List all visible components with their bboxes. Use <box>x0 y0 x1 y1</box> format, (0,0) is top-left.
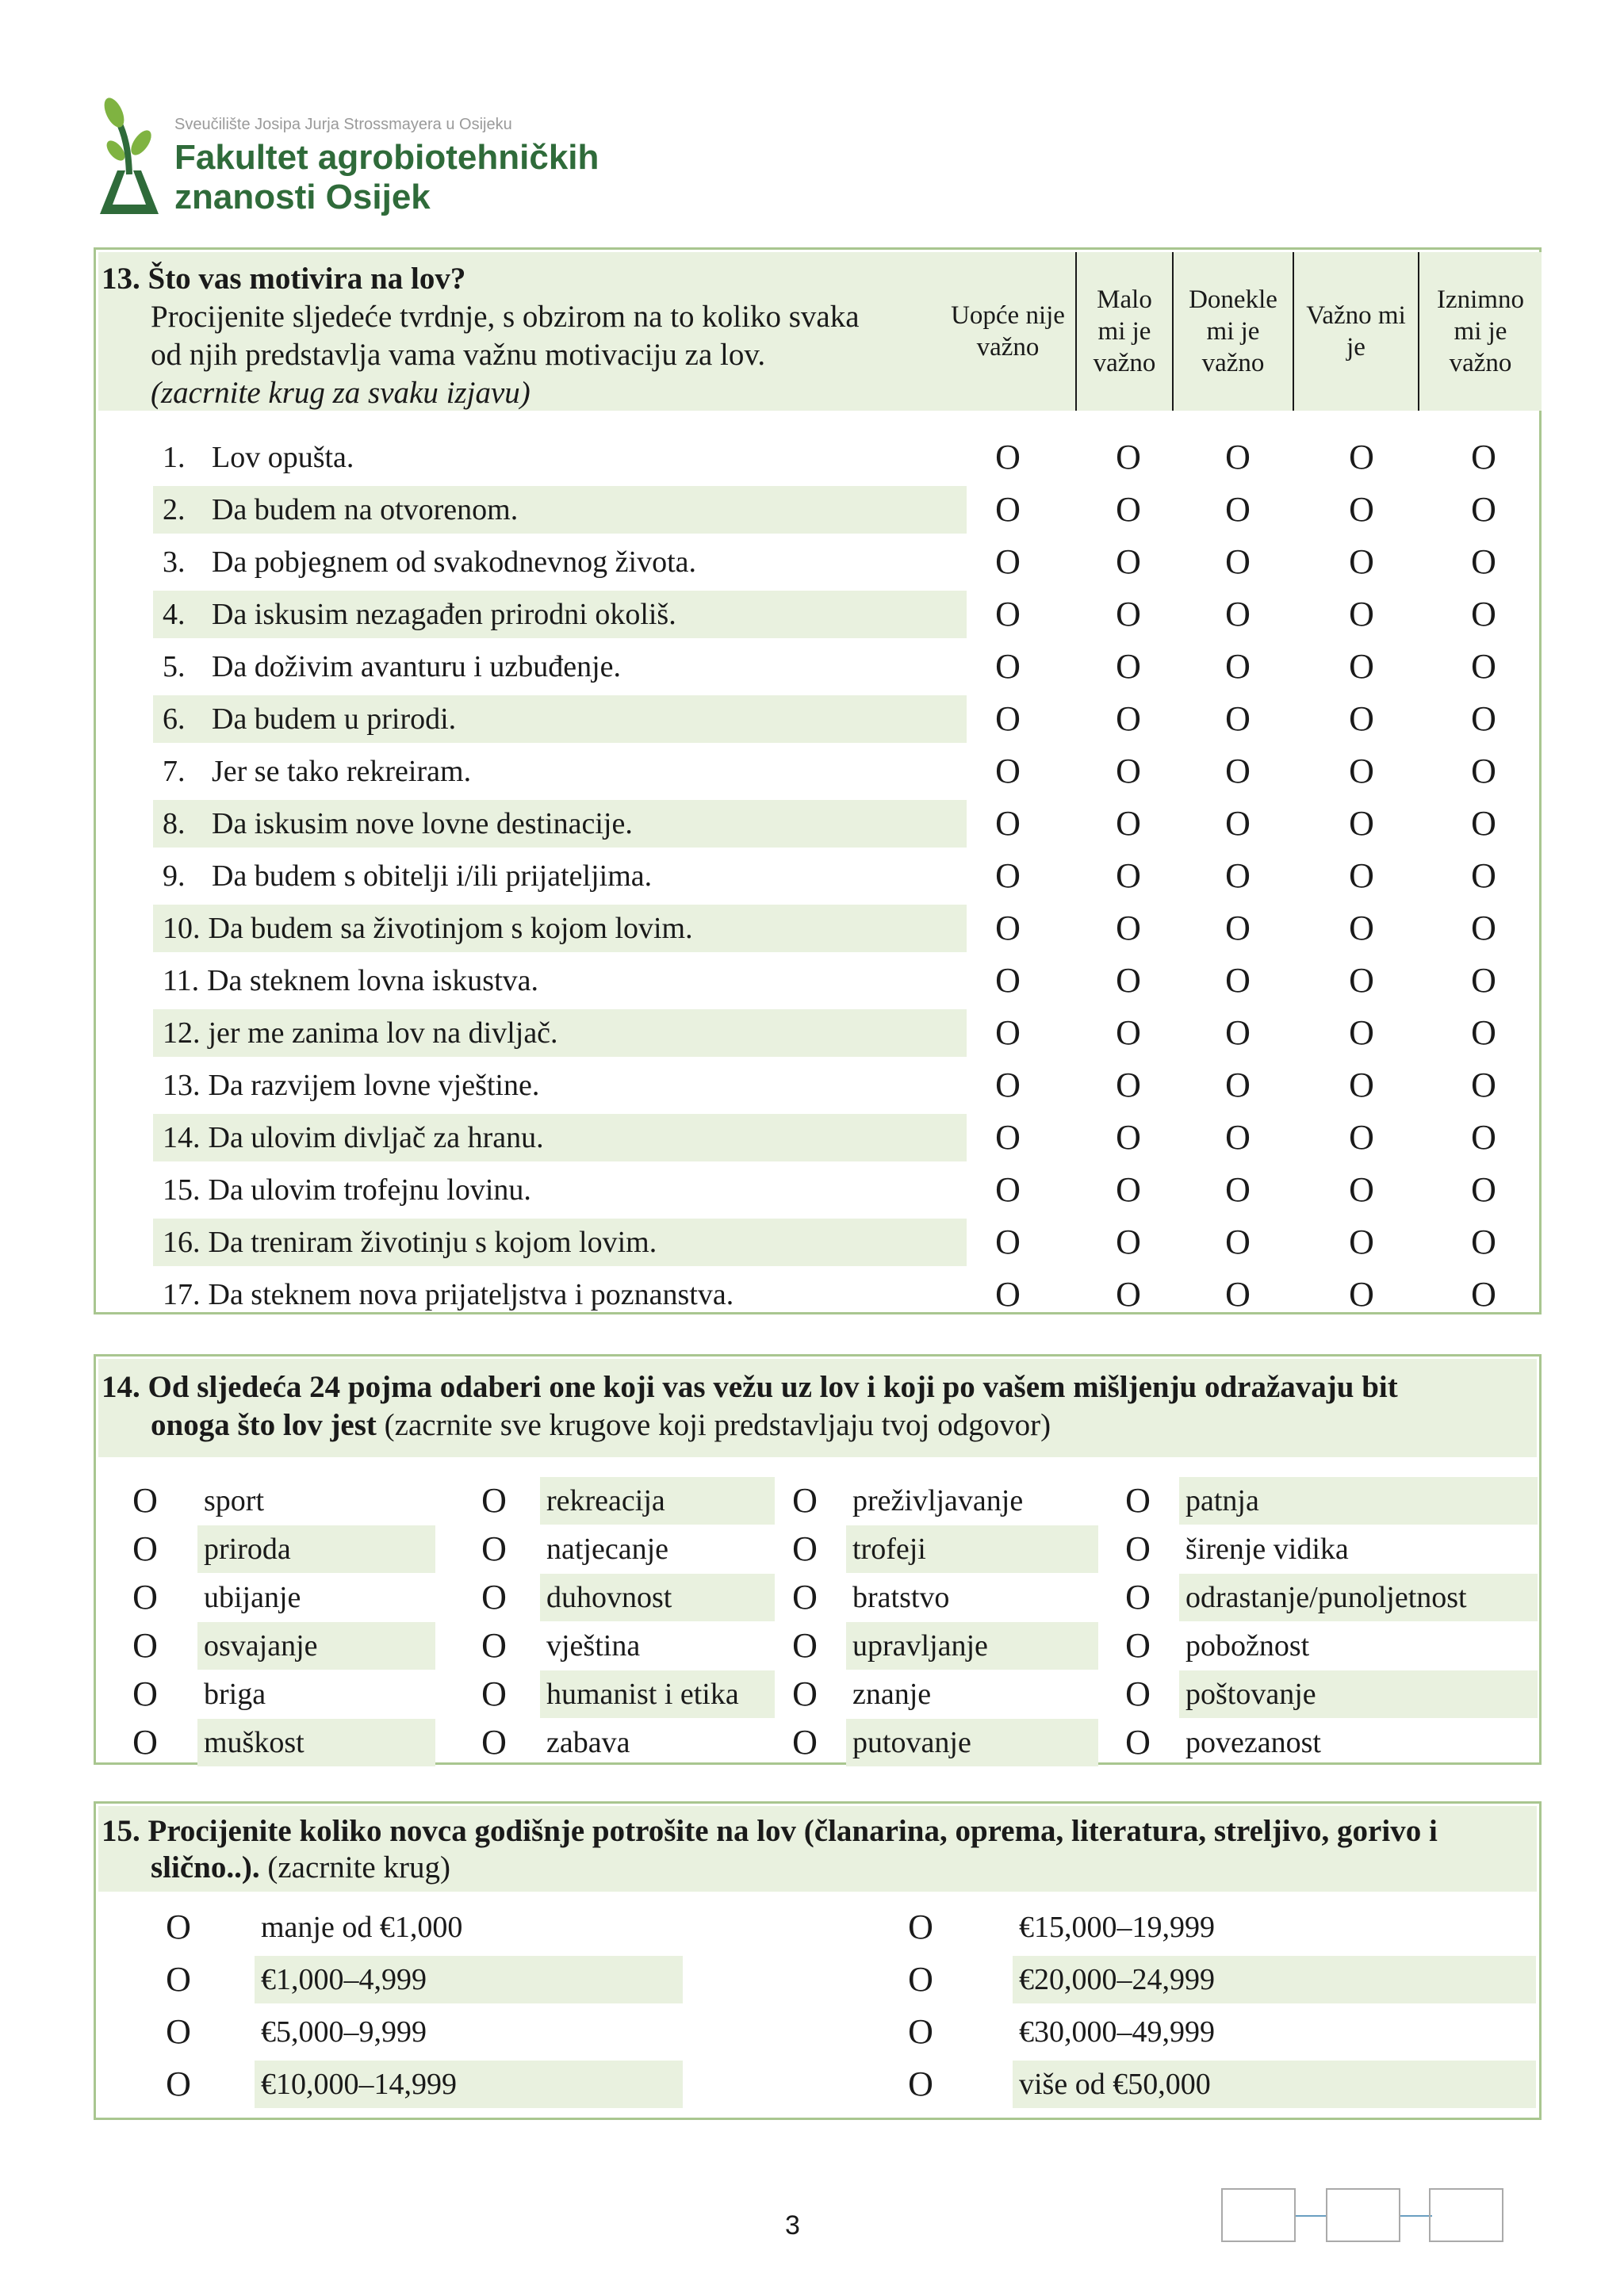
rating-circle[interactable]: O <box>1225 804 1251 843</box>
amount-label: €20,000–24,999 <box>1013 1956 1536 2003</box>
amount-circle[interactable]: O <box>166 2064 191 2103</box>
question-14-title-line2 <box>151 1406 1051 1445</box>
term-circle[interactable]: O <box>481 1481 507 1520</box>
code-box-separator <box>1400 2215 1432 2217</box>
faculty-name-line2: znanosti Osijek <box>174 178 431 216</box>
question-15-title-line1: 15. Procijenite koliko novca godišnje potrošite na lov (članarina, oprema, literatura, streljivo, gorivo i <box>102 1814 1438 1848</box>
term-circle[interactable]: O <box>132 1626 158 1665</box>
term-label: zabava <box>546 1726 630 1759</box>
rating-circle[interactable]: O <box>1471 1118 1496 1157</box>
statement-number: 15. <box>163 1173 201 1207</box>
rating-circle[interactable]: O <box>1349 1223 1374 1261</box>
statement-row <box>153 905 967 952</box>
question-14-title-line1: 14. Od sljedeća 24 pojma odaberi one koji vas vežu uz lov i koji po vašem mišljenju odražavaju bit <box>102 1370 1398 1404</box>
rating-circle[interactable]: O <box>1225 1223 1251 1261</box>
rating-circle[interactable]: O <box>1471 856 1496 895</box>
question-15-title-bold: slično..). <box>151 1850 260 1885</box>
rating-circle[interactable]: O <box>1225 1013 1251 1052</box>
statement-number: 1. <box>163 441 186 474</box>
term-label: širenje vidika <box>1185 1533 1349 1566</box>
rating-circle[interactable]: O <box>1225 438 1251 476</box>
rating-circle[interactable]: O <box>1349 490 1374 529</box>
question-13-header <box>98 252 1002 411</box>
question-15 <box>94 1801 1542 2120</box>
term-label: trofeji <box>846 1525 1098 1573</box>
statement-text: Jer se tako rekreiram. <box>212 755 472 788</box>
statement-text: Da ulovim divljač za hranu. <box>208 1121 544 1154</box>
statement-number: 6. <box>163 702 186 736</box>
statement-row <box>153 1009 967 1057</box>
rating-circle[interactable]: O <box>1471 961 1496 1000</box>
question-15-instruction: (zacrnite krug) <box>259 1850 450 1885</box>
amount-label: više od €50,000 <box>1013 2061 1536 2108</box>
statement-row <box>153 1166 967 1214</box>
rating-circle[interactable]: O <box>1349 1275 1374 1314</box>
column-header-important: Važno mi je <box>1293 252 1418 411</box>
rating-circle[interactable]: O <box>1471 909 1496 947</box>
rating-circle[interactable]: O <box>1225 647 1251 686</box>
statement-number: 3. <box>163 545 186 579</box>
rating-circle[interactable]: O <box>1225 961 1251 1000</box>
term-label: sport <box>204 1484 264 1517</box>
rating-circle[interactable]: O <box>1116 542 1141 581</box>
rating-circle[interactable]: O <box>1471 699 1496 738</box>
statement-number: 10. <box>163 912 201 945</box>
term-label: briga <box>204 1678 266 1711</box>
rating-circle[interactable]: O <box>1349 1170 1374 1209</box>
rating-circle[interactable]: O <box>1349 647 1374 686</box>
question-13-title: 13. Što vas motivira na lov? <box>102 262 466 296</box>
statement-row <box>153 538 967 586</box>
rating-circle[interactable]: O <box>1471 542 1496 581</box>
term-circle[interactable]: O <box>132 1674 158 1713</box>
rating-circle[interactable]: O <box>1349 961 1374 1000</box>
amount-label: €1,000–4,999 <box>255 1956 683 2003</box>
rating-circle[interactable]: O <box>1471 1013 1496 1052</box>
term-label: pobožnost <box>1185 1629 1310 1663</box>
amount-circle[interactable]: O <box>908 2064 933 2103</box>
term-circle[interactable]: O <box>481 1674 507 1713</box>
rating-circle[interactable]: O <box>995 1170 1021 1209</box>
column-header-slightly-important: Malo mi je važno <box>1075 252 1172 411</box>
rating-circle[interactable]: O <box>1471 752 1496 790</box>
rating-circle[interactable]: O <box>1349 752 1374 790</box>
rating-circle[interactable]: O <box>1349 1013 1374 1052</box>
statement-row <box>153 591 967 638</box>
rating-circle[interactable]: O <box>1225 856 1251 895</box>
question-14-title-bold: onoga što lov jest <box>151 1408 377 1442</box>
faculty-logo <box>94 95 601 222</box>
statement-text: Da doživim avanturu i uzbuđenje. <box>212 650 622 683</box>
statement-text: Da iskusim nove lovne destinacije. <box>212 807 633 840</box>
question-13-line1: Procijenite sljedeće tvrdnje, s obzirom na to koliko svaka <box>151 300 860 334</box>
rating-circle[interactable]: O <box>995 542 1021 581</box>
rating-circle[interactable]: O <box>1471 1223 1496 1261</box>
rating-circle[interactable]: O <box>1116 647 1141 686</box>
statement-number: 9. <box>163 859 186 893</box>
question-13-line2: od njih predstavlja vama važnu motivaciju za lov. <box>151 338 766 372</box>
statement-number: 16. <box>163 1226 201 1259</box>
code-box-2[interactable] <box>1326 2188 1400 2242</box>
term-label: muškost <box>197 1719 435 1766</box>
rating-circle[interactable]: O <box>995 804 1021 843</box>
statement-text: Da budem sa životinjom s kojom lovim. <box>208 912 693 945</box>
rating-circle[interactable]: O <box>1116 909 1141 947</box>
faculty-name <box>174 138 599 217</box>
rating-circle[interactable]: O <box>1116 1118 1141 1157</box>
term-circle[interactable]: O <box>132 1529 158 1568</box>
statement-number: 8. <box>163 807 186 840</box>
rating-circle[interactable]: O <box>1349 699 1374 738</box>
statement-row <box>153 643 967 691</box>
rating-circle[interactable]: O <box>1225 595 1251 633</box>
term-label: bratstvo <box>852 1581 950 1614</box>
code-box-separator <box>1296 2215 1327 2217</box>
rating-circle[interactable]: O <box>995 490 1021 529</box>
rating-circle[interactable]: O <box>995 438 1021 476</box>
statement-number: 11. <box>163 964 200 997</box>
term-label: odrastanje/punoljetnost <box>1179 1574 1538 1621</box>
term-circle[interactable]: O <box>1125 1481 1151 1520</box>
amount-label: manje od €1,000 <box>261 1911 463 1944</box>
term-circle[interactable]: O <box>792 1529 818 1568</box>
rating-circle[interactable]: O <box>995 752 1021 790</box>
amount-circle[interactable]: O <box>166 1908 191 1946</box>
term-circle[interactable]: O <box>1125 1578 1151 1617</box>
rating-circle[interactable]: O <box>1116 961 1141 1000</box>
statement-row <box>153 957 967 1004</box>
question-13 <box>94 247 1542 1314</box>
term-label: humanist i etika <box>540 1670 775 1718</box>
term-circle[interactable]: O <box>792 1626 818 1665</box>
statement-number: 13. <box>163 1069 201 1102</box>
term-circle[interactable]: O <box>792 1723 818 1762</box>
rating-circle[interactable]: O <box>1225 752 1251 790</box>
term-label: natjecanje <box>546 1533 669 1566</box>
statement-row <box>153 1271 967 1318</box>
rating-circle[interactable]: O <box>1471 804 1496 843</box>
rating-circle[interactable]: O <box>1225 542 1251 581</box>
column-header-not-important: Uopće nije važno <box>929 252 1087 411</box>
rating-circle[interactable]: O <box>1225 1066 1251 1104</box>
page-number: 3 <box>785 2210 800 2241</box>
term-circle[interactable]: O <box>792 1578 818 1617</box>
term-label: rekreacija <box>540 1477 775 1525</box>
rating-circle[interactable]: O <box>1116 1275 1141 1314</box>
column-header-extremely-important: Iznimno mi je važno <box>1418 252 1542 411</box>
statement-row <box>153 1114 967 1161</box>
statement-number: 5. <box>163 650 186 683</box>
rating-circle[interactable]: O <box>995 699 1021 738</box>
term-circle[interactable]: O <box>792 1481 818 1520</box>
statement-number: 2. <box>163 493 186 526</box>
term-circle[interactable]: O <box>132 1578 158 1617</box>
rating-circle[interactable]: O <box>1116 595 1141 633</box>
amount-circle[interactable]: O <box>908 2012 933 2051</box>
statement-row <box>153 1219 967 1266</box>
statement-row <box>153 434 967 481</box>
rating-circle[interactable]: O <box>1116 1170 1141 1209</box>
amount-label: €5,000–9,999 <box>261 2015 427 2049</box>
term-label: priroda <box>197 1525 435 1573</box>
statement-text: Da budem na otvorenom. <box>212 493 519 526</box>
sprout-logo-icon <box>94 95 165 222</box>
rating-circle[interactable]: O <box>995 1066 1021 1104</box>
statement-text: Da pobjegnem od svakodnevnog života. <box>212 545 697 579</box>
question-15-title-line2 <box>151 1849 450 1887</box>
rating-circle[interactable]: O <box>1471 647 1496 686</box>
rating-circle[interactable]: O <box>1471 595 1496 633</box>
statement-text: Da steknem lovna iskustva. <box>207 964 539 997</box>
term-circle[interactable]: O <box>132 1723 158 1762</box>
statement-number: 4. <box>163 598 186 631</box>
rating-circle[interactable]: O <box>1349 909 1374 947</box>
rating-circle[interactable]: O <box>1116 1013 1141 1052</box>
statement-text: Da steknem nova prijateljstva i poznanstva. <box>208 1278 734 1311</box>
rating-circle[interactable]: O <box>1116 804 1141 843</box>
term-label: znanje <box>852 1678 932 1711</box>
statement-text: Da budem u prirodi. <box>212 702 457 736</box>
statement-row <box>153 748 967 795</box>
statement-text: Da iskusim nezagađen prirodni okoliš. <box>212 598 676 631</box>
statement-number: 7. <box>163 755 186 788</box>
question-13-instruction: (zacrnite krug za svaku izjavu) <box>151 376 530 410</box>
term-circle[interactable]: O <box>481 1723 507 1762</box>
rating-circle[interactable]: O <box>1225 1118 1251 1157</box>
question-14 <box>94 1354 1542 1765</box>
rating-circle[interactable]: O <box>1225 909 1251 947</box>
rating-circle[interactable]: O <box>1349 856 1374 895</box>
term-label: preživljavanje <box>852 1484 1024 1517</box>
statement-row <box>153 486 967 534</box>
rating-circle[interactable]: O <box>1471 438 1496 476</box>
rating-circle[interactable]: O <box>1116 1223 1141 1261</box>
term-label: putovanje <box>846 1719 1098 1766</box>
rating-circle[interactable]: O <box>1116 699 1141 738</box>
rating-circle[interactable]: O <box>1225 1275 1251 1314</box>
term-label: upravljanje <box>846 1622 1098 1670</box>
term-label: povezanost <box>1185 1726 1321 1759</box>
statement-number: 12. <box>163 1016 201 1050</box>
rating-circle[interactable]: O <box>1349 595 1374 633</box>
amount-label: €10,000–14,999 <box>255 2061 683 2108</box>
rating-circle[interactable]: O <box>1116 752 1141 790</box>
statement-row <box>153 1062 967 1109</box>
rating-circle[interactable]: O <box>1116 1066 1141 1104</box>
term-circle[interactable]: O <box>1125 1674 1151 1713</box>
statement-text: jer me zanima lov na divljač. <box>208 1016 558 1050</box>
rating-circle[interactable]: O <box>995 961 1021 1000</box>
amount-circle[interactable]: O <box>166 2012 191 2051</box>
rating-circle[interactable]: O <box>1471 1170 1496 1209</box>
rating-circle[interactable]: O <box>995 595 1021 633</box>
term-circle[interactable]: O <box>481 1578 507 1617</box>
amount-circle[interactable]: O <box>908 1908 933 1946</box>
university-name: Sveučilište Josipa Jurja Strossmayera u Osijeku <box>174 116 512 133</box>
rating-circle[interactable]: O <box>1349 542 1374 581</box>
rating-circle[interactable]: O <box>1349 1066 1374 1104</box>
rating-circle[interactable]: O <box>995 1118 1021 1157</box>
code-box-3[interactable] <box>1429 2188 1503 2242</box>
term-circle[interactable]: O <box>1125 1529 1151 1568</box>
term-label: patnja <box>1179 1477 1538 1525</box>
rating-circle[interactable]: O <box>1349 1118 1374 1157</box>
statement-text: Da treniram životinju s kojom lovim. <box>208 1226 657 1259</box>
question-14-header <box>98 1359 1537 1457</box>
rating-circle[interactable]: O <box>1349 804 1374 843</box>
amount-circle[interactable]: O <box>908 1960 933 1999</box>
term-circle[interactable]: O <box>792 1674 818 1713</box>
column-header-moderately-important: Donekle mi je važno <box>1172 252 1293 411</box>
amount-label: €30,000–49,999 <box>1019 2015 1215 2049</box>
rating-circle[interactable]: O <box>1471 1066 1496 1104</box>
question-14-instruction: (zacrnite sve krugove koji predstavljaju tvoj odgovor) <box>376 1408 1051 1442</box>
statement-row <box>153 800 967 848</box>
rating-circle[interactable]: O <box>995 1275 1021 1314</box>
statement-text: Da ulovim trofejnu lovinu. <box>208 1173 531 1207</box>
statement-number: 14. <box>163 1121 201 1154</box>
term-circle[interactable]: O <box>481 1626 507 1665</box>
statement-text: Lov opušta. <box>212 441 354 474</box>
rating-circle[interactable]: O <box>995 856 1021 895</box>
statement-number: 17. <box>163 1278 201 1311</box>
rating-circle[interactable]: O <box>1225 490 1251 529</box>
rating-circle[interactable]: O <box>1471 1275 1496 1314</box>
term-label: ubijanje <box>204 1581 301 1614</box>
rating-circle[interactable]: O <box>995 647 1021 686</box>
rating-circle[interactable]: O <box>995 1013 1021 1052</box>
rating-circle[interactable]: O <box>995 909 1021 947</box>
rating-circle[interactable]: O <box>1116 856 1141 895</box>
amount-circle[interactable]: O <box>166 1960 191 1999</box>
statement-text: Da budem s obitelji i/ili prijateljima. <box>212 859 653 893</box>
term-circle[interactable]: O <box>1125 1626 1151 1665</box>
amount-label: €15,000–19,999 <box>1019 1911 1215 1944</box>
rating-circle[interactable]: O <box>1116 490 1141 529</box>
rating-circle[interactable]: O <box>1225 1170 1251 1209</box>
statement-row <box>153 852 967 900</box>
statement-text: Da razvijem lovne vještine. <box>208 1069 540 1102</box>
faculty-name-line1: Fakultet agrobiotehničkih <box>174 138 599 177</box>
term-label: duhovnost <box>540 1574 775 1621</box>
term-label: poštovanje <box>1179 1670 1538 1718</box>
term-circle[interactable]: O <box>1125 1723 1151 1762</box>
rating-circle[interactable]: O <box>1349 438 1374 476</box>
code-box-1[interactable] <box>1221 2188 1296 2242</box>
rating-circle[interactable]: O <box>1116 438 1141 476</box>
rating-circle[interactable]: O <box>1471 490 1496 529</box>
term-label: osvajanje <box>197 1622 435 1670</box>
statement-row <box>153 695 967 743</box>
term-circle[interactable]: O <box>481 1529 507 1568</box>
term-label: vještina <box>546 1629 641 1663</box>
term-circle[interactable]: O <box>132 1481 158 1520</box>
rating-circle[interactable]: O <box>1225 699 1251 738</box>
question-15-header <box>98 1806 1537 1892</box>
rating-circle[interactable]: O <box>995 1223 1021 1261</box>
